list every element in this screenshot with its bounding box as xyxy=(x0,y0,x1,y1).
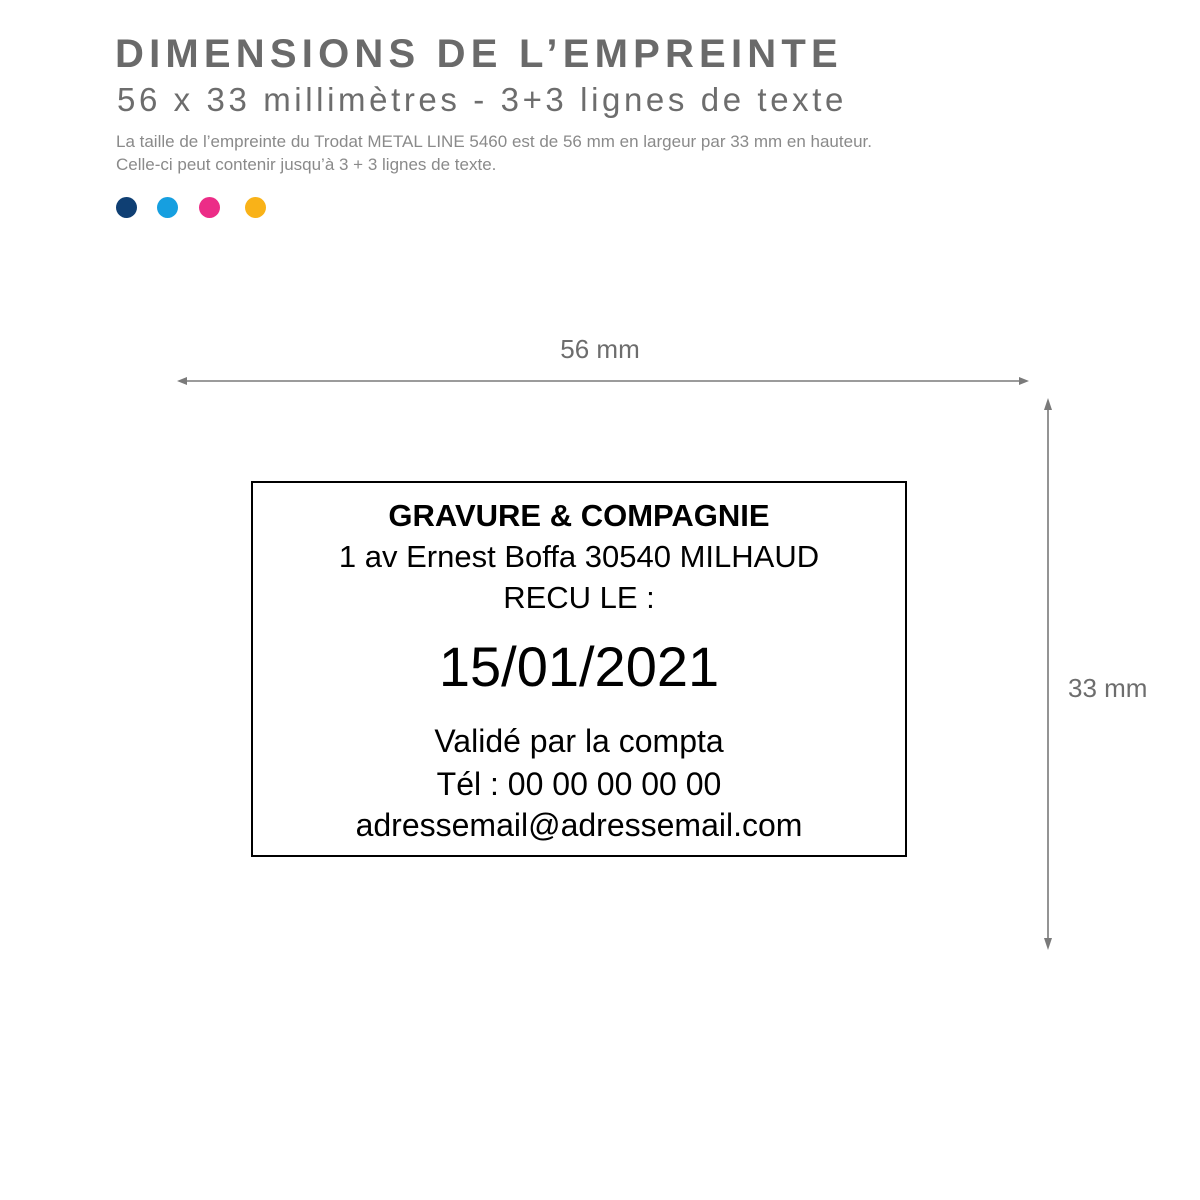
stamp-validated: Validé par la compta xyxy=(434,723,724,759)
description-line: La taille de l’empreinte du Trodat METAL LINE 5460 est de 56 mm en largeur par 33 mm en hauteur. xyxy=(116,132,872,151)
stamp-address: 1 av Ernest Boffa 30540 MILHAUD xyxy=(338,539,820,574)
page-subtitle: 56 x 33 millimètres - 3+3 lignes de texte xyxy=(117,81,847,118)
height-arrow xyxy=(1044,398,1052,950)
stamp-email: adressemail@adressemail.com xyxy=(355,807,803,843)
stamp-imprint xyxy=(251,481,907,857)
height-dimension-label: 33 mm xyxy=(1068,673,1148,703)
width-arrow xyxy=(177,377,1029,385)
stamp-received: RECU LE : xyxy=(503,580,655,615)
stamp-company: GRAVURE & COMPAGNIE xyxy=(388,498,770,533)
width-dimension-label: 56 mm xyxy=(560,334,640,364)
stamp-date: 15/01/2021 xyxy=(438,635,720,698)
page-title: DIMENSIONS DE L’EMPREINTE xyxy=(115,32,843,76)
stamp-phone: Tél : 00 00 00 00 00 xyxy=(436,766,722,802)
description-line: Celle-ci peut contenir jusqu’à 3 + 3 lignes de texte. xyxy=(116,155,497,174)
